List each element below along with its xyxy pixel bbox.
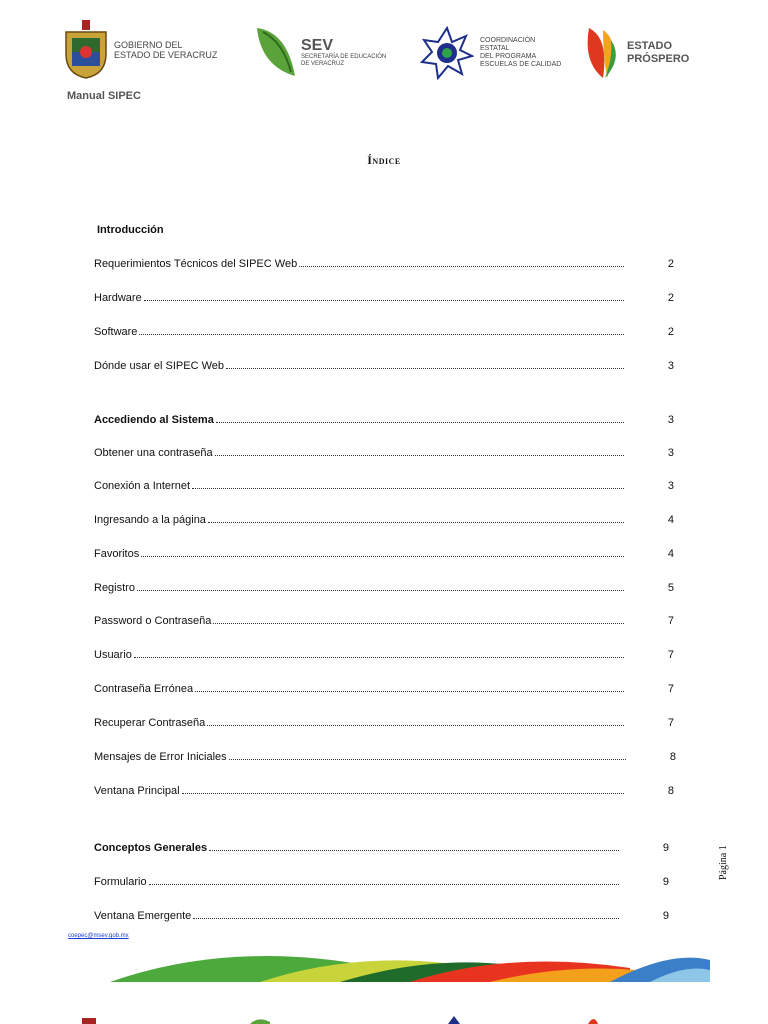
toc-row[interactable] xyxy=(94,611,674,627)
toc-entry-page: 5 xyxy=(667,582,674,594)
coordinacion-star-icon xyxy=(420,26,474,80)
toc-row[interactable] xyxy=(94,410,674,426)
toc-row[interactable] xyxy=(94,322,674,338)
document-title: Manual SIPEC xyxy=(67,90,141,102)
toc-entry-page: 7 xyxy=(667,649,674,661)
toc-entry-page: 9 xyxy=(662,910,669,922)
toc-row[interactable] xyxy=(94,645,674,661)
toc-entry-title: Contraseña Errónea xyxy=(94,683,194,695)
estado-flame-icon xyxy=(585,26,621,80)
toc-entry-title: Usuario xyxy=(94,649,132,661)
toc-row[interactable] xyxy=(94,476,674,492)
toc-entry-page: 7 xyxy=(667,717,674,729)
toc-entry-title: Software xyxy=(94,326,138,338)
footer-email-link[interactable]: coepec@msev.gob.mx xyxy=(68,933,129,939)
toc-entry-title: Hardware xyxy=(94,292,142,304)
estado-prospero-logo xyxy=(585,26,689,80)
coordinacion-text xyxy=(480,37,561,69)
gobierno-logo xyxy=(62,20,217,80)
header-logos xyxy=(0,0,768,90)
sev-logo xyxy=(255,26,386,78)
next-page-header-strip xyxy=(0,1008,768,1024)
next-page-logos-icon xyxy=(0,1008,768,1024)
toc-entry-title: Obtener una contraseña xyxy=(94,447,213,459)
toc-row[interactable] xyxy=(94,544,674,560)
coordinacion-line-2: ESTATAL xyxy=(480,45,510,52)
estado-line-2: PRÓSPERO xyxy=(627,53,690,65)
toc-row[interactable] xyxy=(94,254,674,270)
toc-entry-page: 7 xyxy=(667,615,674,627)
toc-entry-title: Requerimientos Técnicos del SIPEC Web xyxy=(94,258,298,270)
toc-row[interactable] xyxy=(94,510,674,526)
toc-entry-page: 9 xyxy=(662,842,669,854)
toc-entry-title: Dónde usar el SIPEC Web xyxy=(94,360,225,372)
toc-row[interactable] xyxy=(94,356,674,372)
toc-row[interactable] xyxy=(97,220,677,236)
toc-row[interactable] xyxy=(94,679,674,695)
estado-text xyxy=(627,40,689,66)
toc-row[interactable] xyxy=(94,906,669,922)
toc-entry-page: 2 xyxy=(667,292,674,304)
toc-row[interactable] xyxy=(94,578,674,594)
toc-entry-title: Password o Contraseña xyxy=(94,615,212,627)
sev-title: SEV xyxy=(301,36,334,54)
toc-row[interactable] xyxy=(94,747,676,763)
toc-entry-page: 2 xyxy=(667,258,674,270)
footer-wave-decoration xyxy=(110,946,710,982)
toc-entry-page: 3 xyxy=(667,447,674,459)
veracruz-shield-icon xyxy=(62,20,110,80)
toc-row[interactable] xyxy=(94,288,674,304)
toc-entry-title: Conexión a Internet xyxy=(94,480,191,492)
toc-entry-page: 4 xyxy=(667,514,674,526)
gobierno-line-1: GOBIERNO DEL xyxy=(114,40,183,50)
estado-line-1: ESTADO xyxy=(627,40,673,52)
index-title: Índice xyxy=(367,153,401,167)
toc-row[interactable] xyxy=(94,838,669,854)
gobierno-line-2: ESTADO DE VERACRUZ xyxy=(114,50,218,60)
toc-entry-title: Introducción xyxy=(97,224,164,236)
toc-entry-title: Conceptos Generales xyxy=(94,842,208,854)
sev-text xyxy=(301,37,386,68)
toc-entry-title: Formulario xyxy=(94,876,147,888)
sev-line-2: DE VERACRUZ xyxy=(301,60,345,67)
toc-row[interactable] xyxy=(94,781,674,797)
coordinacion-line-4: ESCUELAS DE CALIDAD xyxy=(480,61,562,68)
coordinacion-line-3: DEL PROGRAMA xyxy=(480,53,537,60)
toc-entry-page: 3 xyxy=(667,480,674,492)
toc-entry-title: Accediendo al Sistema xyxy=(94,414,214,426)
sev-line-1: SECRETARÍA DE EDUCACIÓN xyxy=(301,53,387,60)
toc-row[interactable] xyxy=(94,872,669,888)
toc-entry-title: Ventana Emergente xyxy=(94,910,192,922)
toc-row[interactable] xyxy=(94,443,674,459)
toc-entry-title: Favoritos xyxy=(94,548,140,560)
coordinacion-logo xyxy=(420,26,561,80)
toc-entry-title: Registro xyxy=(94,582,135,594)
toc-entry-page: 3 xyxy=(667,360,674,372)
toc-entry-title: Ventana Principal xyxy=(94,785,180,797)
toc-entry-page: 9 xyxy=(662,876,669,888)
toc-entry-page: 8 xyxy=(667,785,674,797)
toc-entry-page: 7 xyxy=(667,683,674,695)
sev-leaf-icon xyxy=(255,26,297,78)
toc-entry-page: 4 xyxy=(667,548,674,560)
page-number: Página 1 xyxy=(718,845,729,880)
toc-entry-page: 2 xyxy=(667,326,674,338)
gobierno-text xyxy=(114,40,217,60)
toc-entry-title: Ingresando a la página xyxy=(94,514,206,526)
toc-entry-page: 8 xyxy=(669,751,676,763)
toc-entry-page: 3 xyxy=(667,414,674,426)
toc-entry-title: Recuperar Contraseña xyxy=(94,717,206,729)
coordinacion-line-1: COORDINACIÓN xyxy=(480,37,536,44)
toc-row[interactable] xyxy=(94,713,674,729)
toc-entry-title: Mensajes de Error Iniciales xyxy=(94,751,227,763)
